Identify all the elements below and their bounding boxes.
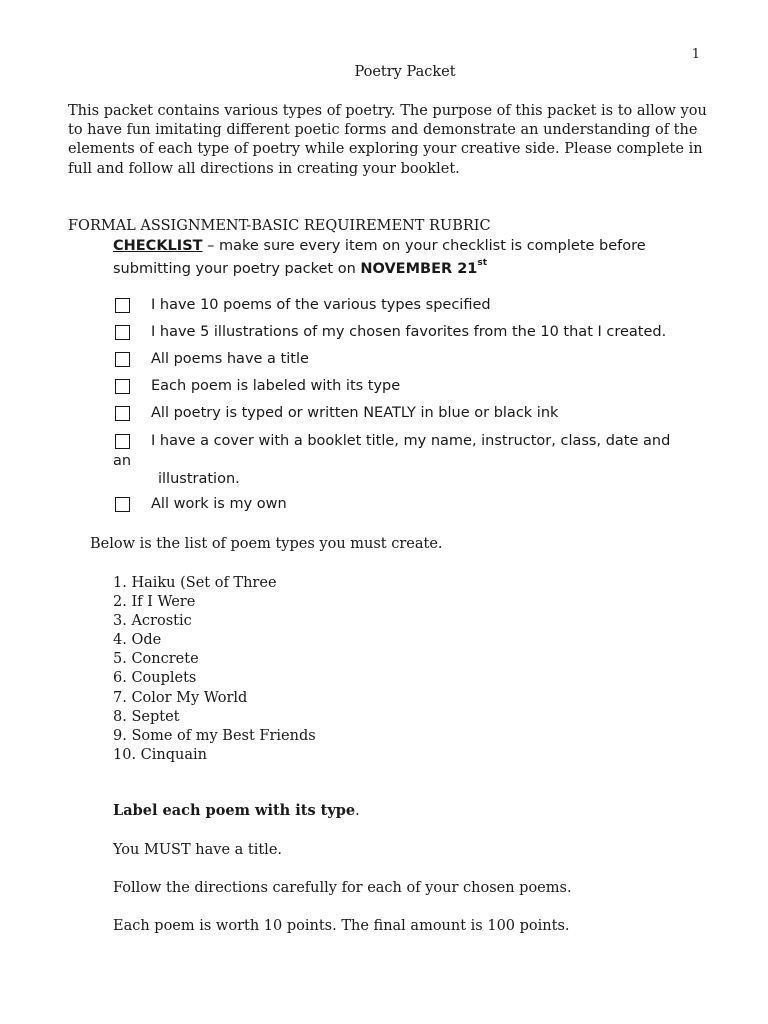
checkbox-labeled[interactable]: [115, 379, 130, 394]
checklist-item-illustrations: I have 5 illustrations of my chosen favorites from the 10 that I created.: [151, 324, 667, 340]
checkbox-cover[interactable]: [115, 434, 130, 449]
deadline-suffix: st: [477, 257, 488, 268]
checkbox-10-poems[interactable]: [115, 298, 130, 313]
list-item: 9. Some of my Best Friends: [113, 727, 316, 744]
checklist-item-cover: I have a cover with a booklet title, my name, instructor, class, date and: [151, 433, 671, 449]
intro-line: full and follow all directions in creating your booklet.: [68, 160, 460, 177]
checkbox-own-work[interactable]: [115, 497, 130, 512]
checkbox-illustrations[interactable]: [115, 325, 130, 340]
poem-list-intro: Below is the list of poem types you must create.: [90, 536, 443, 552]
points-instruction: Each poem is worth 10 points. The final amount is 100 points.: [113, 918, 570, 934]
checklist-item-own-work: All work is my own: [151, 496, 287, 512]
intro-line: This packet contains various types of poetry. The purpose of this packet is to allow you: [68, 103, 707, 119]
checklist-item-neat: All poetry is typed or written NEATLY in blue or black ink: [151, 405, 559, 421]
checklist-label: CHECKLIST: [113, 238, 203, 254]
checklist-instruction-text: – make sure every item on your checklist is complete before: [202, 238, 646, 254]
list-item: 4. Ode: [113, 632, 162, 649]
intro-line: elements of each type of poetry while exploring your creative side. Please complete in: [68, 141, 703, 158]
page-number: 1: [691, 47, 700, 62]
list-item: 6. Couplets: [113, 670, 197, 687]
checkbox-neat[interactable]: [115, 406, 130, 421]
list-item: 5. Concrete: [113, 651, 199, 668]
label-instruction: [113, 802, 360, 819]
checkbox-titles[interactable]: [115, 352, 130, 367]
poem-type-list: [113, 574, 316, 765]
submission-text: submitting your poetry packet on: [113, 260, 361, 277]
intro-line: to have fun imitating different poetic forms and demonstrate an understanding of the: [68, 122, 698, 139]
title-instruction: You MUST have a title.: [113, 842, 283, 858]
checklist-instructions: [113, 237, 646, 278]
document-title: Poetry Packet: [354, 64, 456, 80]
rubric-heading: FORMAL ASSIGNMENT-BASIC REQUIREMENT RUBRIC: [68, 218, 491, 234]
list-item: 8. Septet: [113, 708, 180, 725]
list-item: 2. If I Were: [113, 594, 196, 611]
intro-paragraph: [68, 102, 707, 179]
checklist-item-titles: All poems have a title: [151, 351, 309, 367]
list-item: 10. Cinquain: [113, 746, 207, 763]
checklist-item-10-poems: I have 10 poems of the various types specified: [151, 297, 491, 313]
checklist-item-cover-wrap: illustration.: [158, 471, 240, 487]
list-item: 3. Acrostic: [113, 613, 192, 630]
deadline-date: NOVEMBER 21: [360, 260, 478, 277]
label-instruction-text: Label each poem with its type: [113, 802, 356, 819]
label-instruction-period: .: [355, 803, 360, 819]
checklist-item-labeled: Each poem is labeled with its type: [151, 378, 401, 394]
directions-instruction: Follow the directions carefully for each of your chosen poems.: [113, 880, 572, 896]
checklist-item-cover-wrap: an: [113, 453, 132, 469]
list-item: 1. Haiku (Set of Three: [113, 575, 277, 591]
list-item: 7. Color My World: [113, 689, 248, 706]
